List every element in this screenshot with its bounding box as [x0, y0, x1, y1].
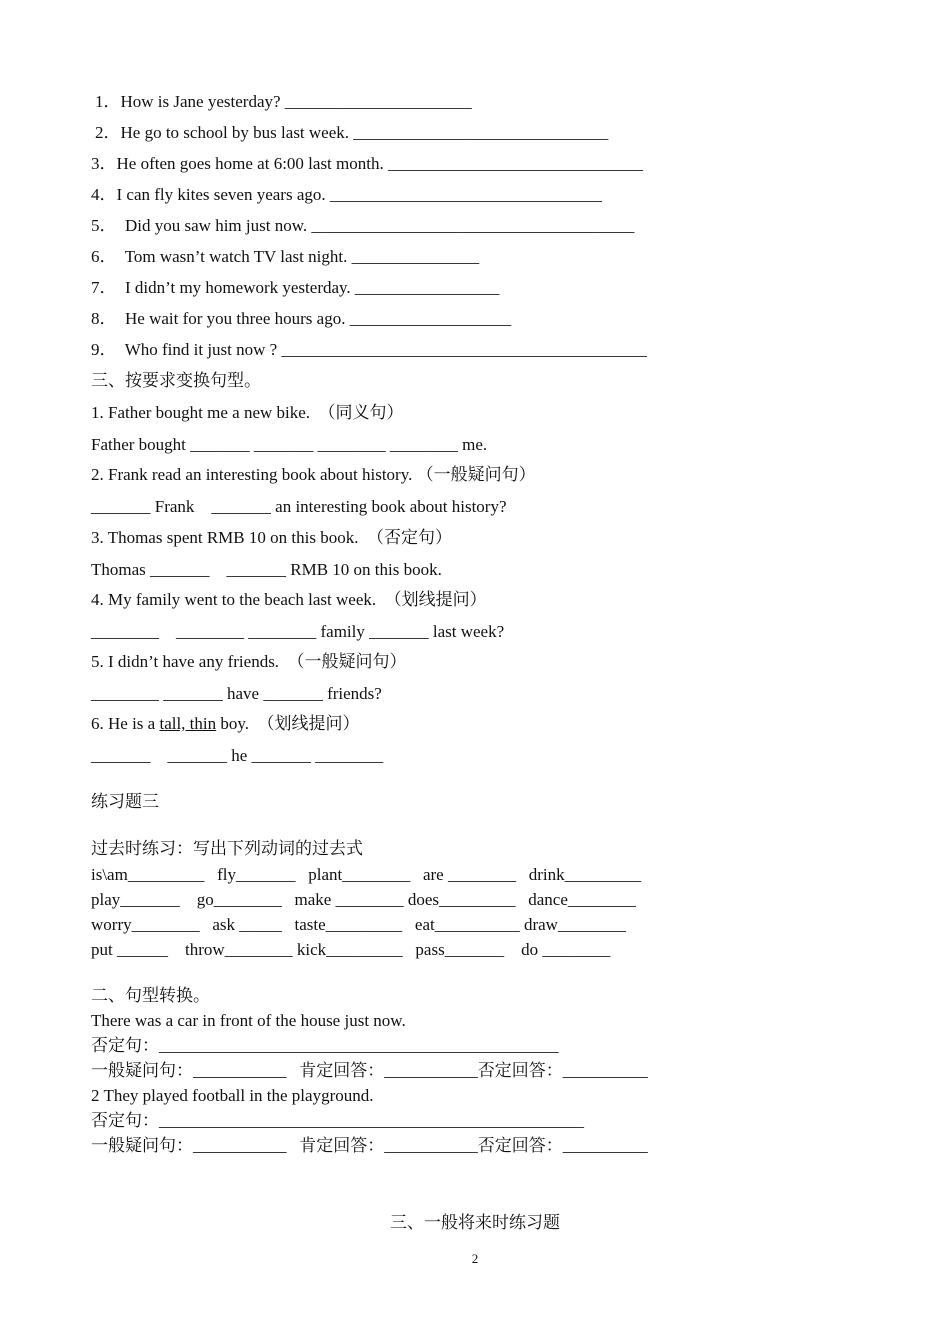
conversion-question-2: 一般疑问句：___________ 肯定回答：___________否定回答：__________	[91, 1136, 648, 1155]
future-tense-heading: 三、一般将来时练习题	[390, 1213, 560, 1232]
exercise-three-title: 练习题三	[91, 792, 159, 811]
exercise-line-3: 3．He often goes home at 6:00 last month. ______________________________	[91, 154, 643, 173]
section-heading-transform: 三、按要求变换句型。	[91, 371, 261, 390]
exercise-line-4: 4．I can fly kites seven years ago. ________________________________	[91, 185, 602, 204]
question-6-prefix: 6. He is a	[91, 714, 160, 733]
exercise-line-7: 7． I didn’t my homework yesterday. _________________	[91, 278, 500, 297]
transform-question-5: 5. I didn’t have any friends. （一般疑问句）	[91, 652, 407, 671]
transform-answer-4: ________ ________ ________ family _______ last week?	[91, 622, 505, 641]
transform-answer-6: _______ _______ he _______ ________	[91, 746, 384, 765]
transform-answer-1: Father bought _______ _______ ________ ________ me.	[91, 435, 488, 454]
conversion-sentence-1: There was a car in front of the house just now.	[91, 1011, 406, 1030]
exercise-line-2: 2．He go to school by bus last week. ______________________________	[95, 123, 609, 142]
verb-row-1: is\am_________ fly_______ plant________ are ________ drink_________	[91, 865, 642, 884]
verb-row-4: put ______ throw________ kick_________ pass_______ do ________	[91, 940, 611, 959]
underlined-phrase: tall, thin	[159, 714, 217, 733]
transform-question-6	[91, 714, 360, 734]
transform-question-4: 4. My family went to the beach last week. （划线提问）	[91, 590, 487, 609]
conversion-sentence-2: 2 They played football in the playground.	[91, 1086, 374, 1105]
exercise-line-5: 5． Did you saw him just now. ______________________________________	[91, 216, 635, 235]
transform-question-3: 3. Thomas spent RMB 10 on this book. （否定句）	[91, 528, 452, 547]
transform-answer-2: _______ Frank _______ an interesting book about history?	[91, 497, 507, 516]
transform-question-1: 1. Father bought me a new bike. （同义句）	[91, 403, 404, 422]
exercise-line-9: 9． Who find it just now ? ___________________________________________	[91, 340, 647, 359]
question-6-suffix: boy. （划线提问）	[216, 714, 360, 733]
transform-question-2: 2. Frank read an interesting book about history. （一般疑问句）	[91, 465, 536, 484]
transform-answer-5: ________ _______ have _______ friends?	[91, 684, 382, 703]
transform-answer-3: Thomas _______ _______ RMB 10 on this book.	[91, 560, 442, 579]
conversion-negative-1: 否定句：_______________________________________________	[91, 1036, 559, 1055]
page-number: 2	[471, 1251, 479, 1266]
exercise-line-6: 6． Tom wasn’t watch TV last night. _______________	[91, 247, 480, 266]
verb-row-3: worry________ ask _____ taste_________ eat__________ draw________	[91, 915, 626, 934]
conversion-question-1: 一般疑问句：___________ 肯定回答：___________否定回答：__________	[91, 1061, 648, 1080]
section-heading-conversion: 二、句型转换。	[91, 986, 210, 1005]
conversion-negative-2: 否定句：__________________________________________________	[91, 1111, 584, 1130]
exercise-line-1: 1．How is Jane yesterday? ______________________	[95, 92, 472, 111]
past-tense-heading: 过去时练习：写出下列动词的过去式	[91, 839, 363, 858]
exercise-line-8: 8． He wait for you three hours ago. ___________________	[91, 309, 512, 328]
verb-row-2: play_______ go________ make ________ does_________ dance________	[91, 890, 636, 909]
